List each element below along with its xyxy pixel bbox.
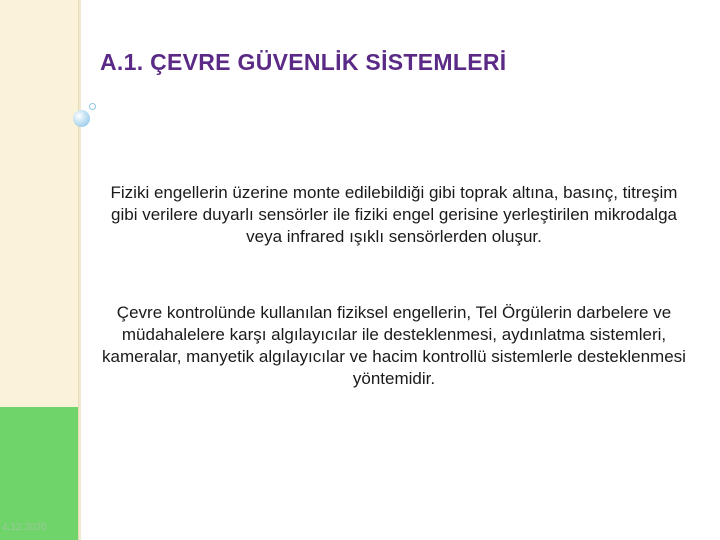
body-paragraph-2: Çevre kontrolünde kullanılan fiziksel engellerin, Tel Örgülerin darbelere ve müdahalelere karşı algılayıcılar ile desteklenmesi, aydınlatma sistemleri, kameralar, manyetik algılayıcılar ve hacim kontrollü sistemlerle desteklenmesi yöntemidir. <box>102 303 686 388</box>
slide-title: A.1. ÇEVRE GÜVENLİK SİSTEMLERİ <box>100 49 507 75</box>
side-panel-divider <box>79 0 81 540</box>
body-paragraph-1: Fiziki engellerin üzerine monte edilebildiği gibi toprak altına, basınç, titreşim gibi verilere duyarlı sensörler ile fiziki engel gerisine yerleştirilen mikrodalga veya infrared ışıklı sensörlerden oluşur. <box>110 183 678 246</box>
side-panel-green-block <box>0 407 78 540</box>
decorative-bubble-large <box>73 110 90 127</box>
footer-date: 4.12.2020 <box>2 522 47 533</box>
decorative-bubble-small <box>89 103 96 110</box>
